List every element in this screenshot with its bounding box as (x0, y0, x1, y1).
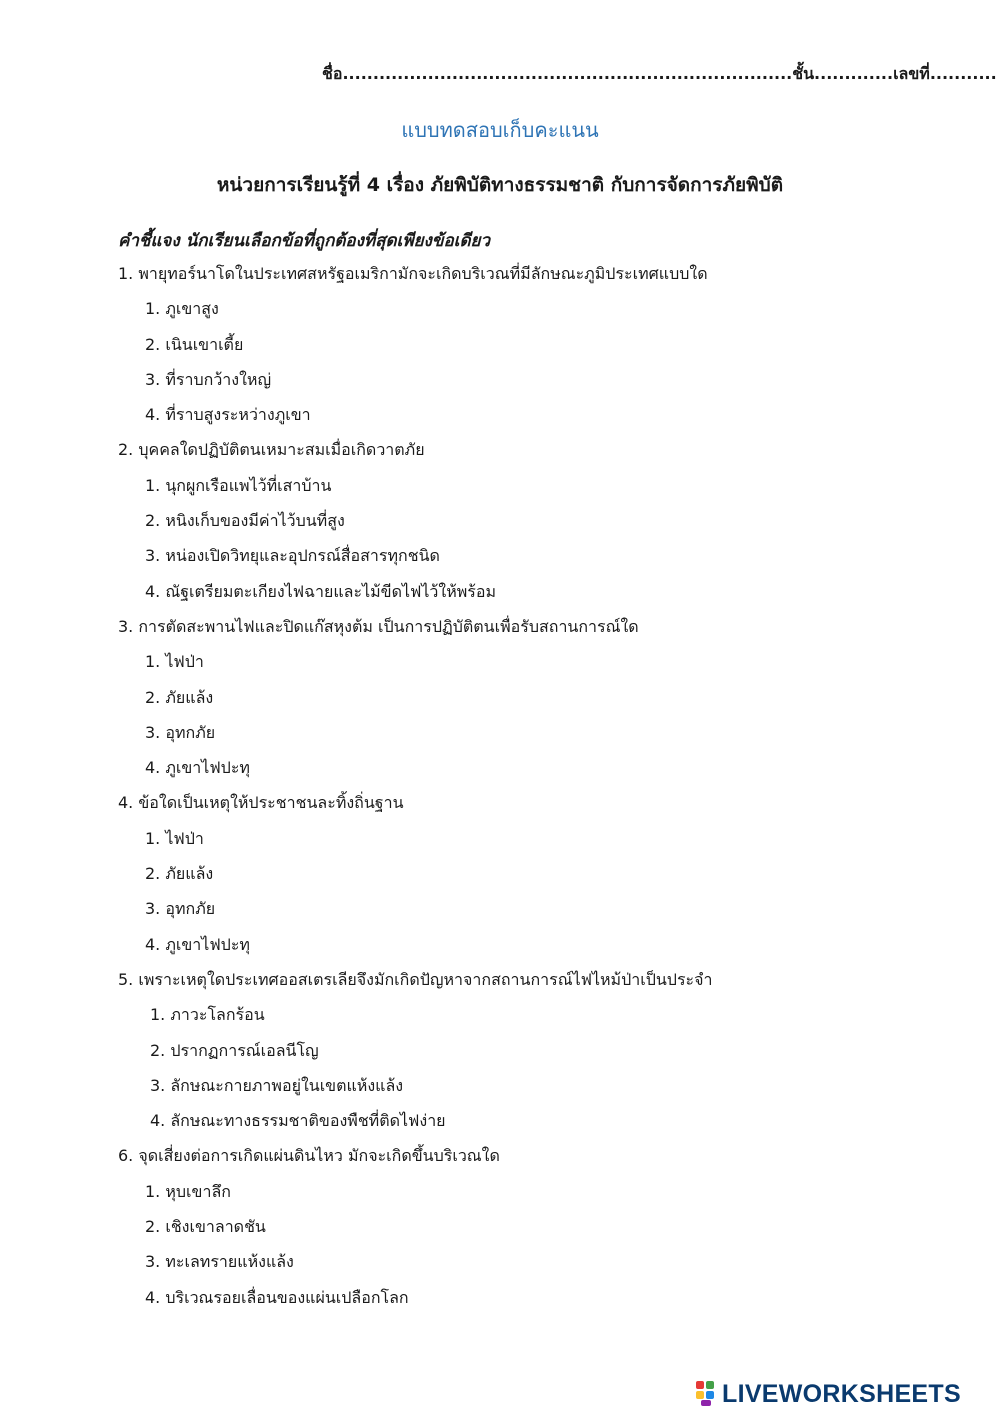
question-text: 5. เพราะเหตุใดประเทศออสเตรเลียจึงมักเกิดปัญหาจากสถานการณ์ไฟไหม้ป่าเป็นประจำ (118, 969, 713, 989)
question-1 (118, 256, 958, 432)
answer-option[interactable]: 3. อุทกภัย (145, 722, 216, 742)
question-list (118, 256, 958, 1315)
question-3 (118, 609, 958, 785)
question-6 (118, 1138, 958, 1314)
answer-option[interactable]: 2. เนินเขาเตี้ย (145, 334, 244, 354)
answer-option[interactable]: 2. ปรากฏการณ์เอลนีโญ (150, 1040, 319, 1060)
question-text: 2. บุคคลใดปฏิบัติตนเหมาะสมเมื่อเกิดวาตภัย (118, 440, 425, 460)
instruction-text: คำชี้แจง นักเรียนเลือกข้อที่ถูกต้องที่สุดเพียงข้อเดียว (118, 231, 491, 251)
page-title: แบบทดสอบเก็บคะแนน (401, 118, 599, 142)
answer-option[interactable]: 1. ภูเขาสูง (145, 299, 219, 319)
question-text: 3. การตัดสะพานไฟและปิดแก๊สหุงต้ม เป็นการปฏิบัติตนเพื่อรับสถานการณ์ใด (118, 616, 639, 636)
student-info-line: ชื่อ..........................................................................ชั้น.............เลขที่........... (322, 64, 997, 83)
question-2 (118, 432, 958, 608)
question-text: 6. จุดเสี่ยงต่อการเกิดแผ่นดินไหว มักจะเกิดขึ้นบริเวณใด (118, 1146, 500, 1166)
answer-option[interactable]: 4. ณัฐเตรียมตะเกียงไฟฉายและไม้ขีดไฟไว้ให้พร้อม (145, 581, 497, 601)
page-subtitle: หน่วยการเรียนรู้ที่ 4 เรื่อง ภัยพิบัติทางธรรมชาติ กับการจัดการภัยพิบัติ (216, 174, 784, 196)
answer-option[interactable]: 3. หน่องเปิดวิทยุและอุปกรณ์สื่อสารทุกชนิด (145, 546, 440, 566)
answer-option[interactable]: 4. ภูเขาไฟปะทุ (145, 758, 250, 778)
answer-option[interactable]: 4. ที่ราบสูงระหว่างภูเขา (145, 405, 311, 425)
answer-option[interactable]: 2. ภัยแล้ง (145, 864, 214, 884)
answer-option[interactable]: 4. ลักษณะทางธรรมชาติของพืชที่ติดไฟง่าย (150, 1111, 446, 1131)
answer-option[interactable]: 3. อุทกภัย (145, 899, 216, 919)
question-5 (118, 962, 958, 1138)
answer-option[interactable]: 3. ลักษณะกายภาพอยู่ในเขตแห้งแล้ง (150, 1075, 404, 1095)
answer-option[interactable]: 1. ไฟป่า (145, 828, 204, 848)
answer-option[interactable]: 1. นุกผูกเรือแพไว้ที่เสาบ้าน (145, 475, 332, 495)
question-text: 1. พายุทอร์นาโดในประเทศสหรัฐอเมริกามักจะเกิดบริเวณที่มีลักษณะภูมิประเทศแบบใด (118, 264, 708, 283)
answer-option[interactable]: 2. ภัยแล้ง (145, 687, 214, 707)
question-4 (118, 785, 958, 961)
liveworksheets-logo-icon (696, 1381, 718, 1407)
answer-option[interactable]: 2. เชิงเขาลาดชัน (145, 1217, 266, 1237)
liveworksheets-logo-text: LIVEWORKSHEETS (722, 1379, 961, 1408)
answer-option[interactable]: 4. บริเวณรอยเลื่อนของแผ่นเปลือกโลก (145, 1287, 409, 1307)
answer-option[interactable]: 1. หุบเขาลึก (145, 1181, 231, 1201)
answer-option[interactable]: 1. ไฟป่า (145, 652, 204, 672)
answer-option[interactable]: 1. ภาวะโลกร้อน (150, 1005, 265, 1025)
answer-option[interactable]: 4. ภูเขาไฟปะทุ (145, 934, 250, 954)
answer-option[interactable]: 2. หนิงเก็บของมีค่าไว้บนที่สูง (145, 511, 345, 531)
liveworksheets-logo (696, 1378, 961, 1410)
question-text: 4. ข้อใดเป็นเหตุให้ประชาชนละทิ้งถิ่นฐาน (118, 793, 404, 813)
answer-option[interactable]: 3. ที่ราบกว้างใหญ่ (145, 369, 272, 389)
answer-option[interactable]: 3. ทะเลทรายแห้งแล้ง (145, 1252, 294, 1272)
